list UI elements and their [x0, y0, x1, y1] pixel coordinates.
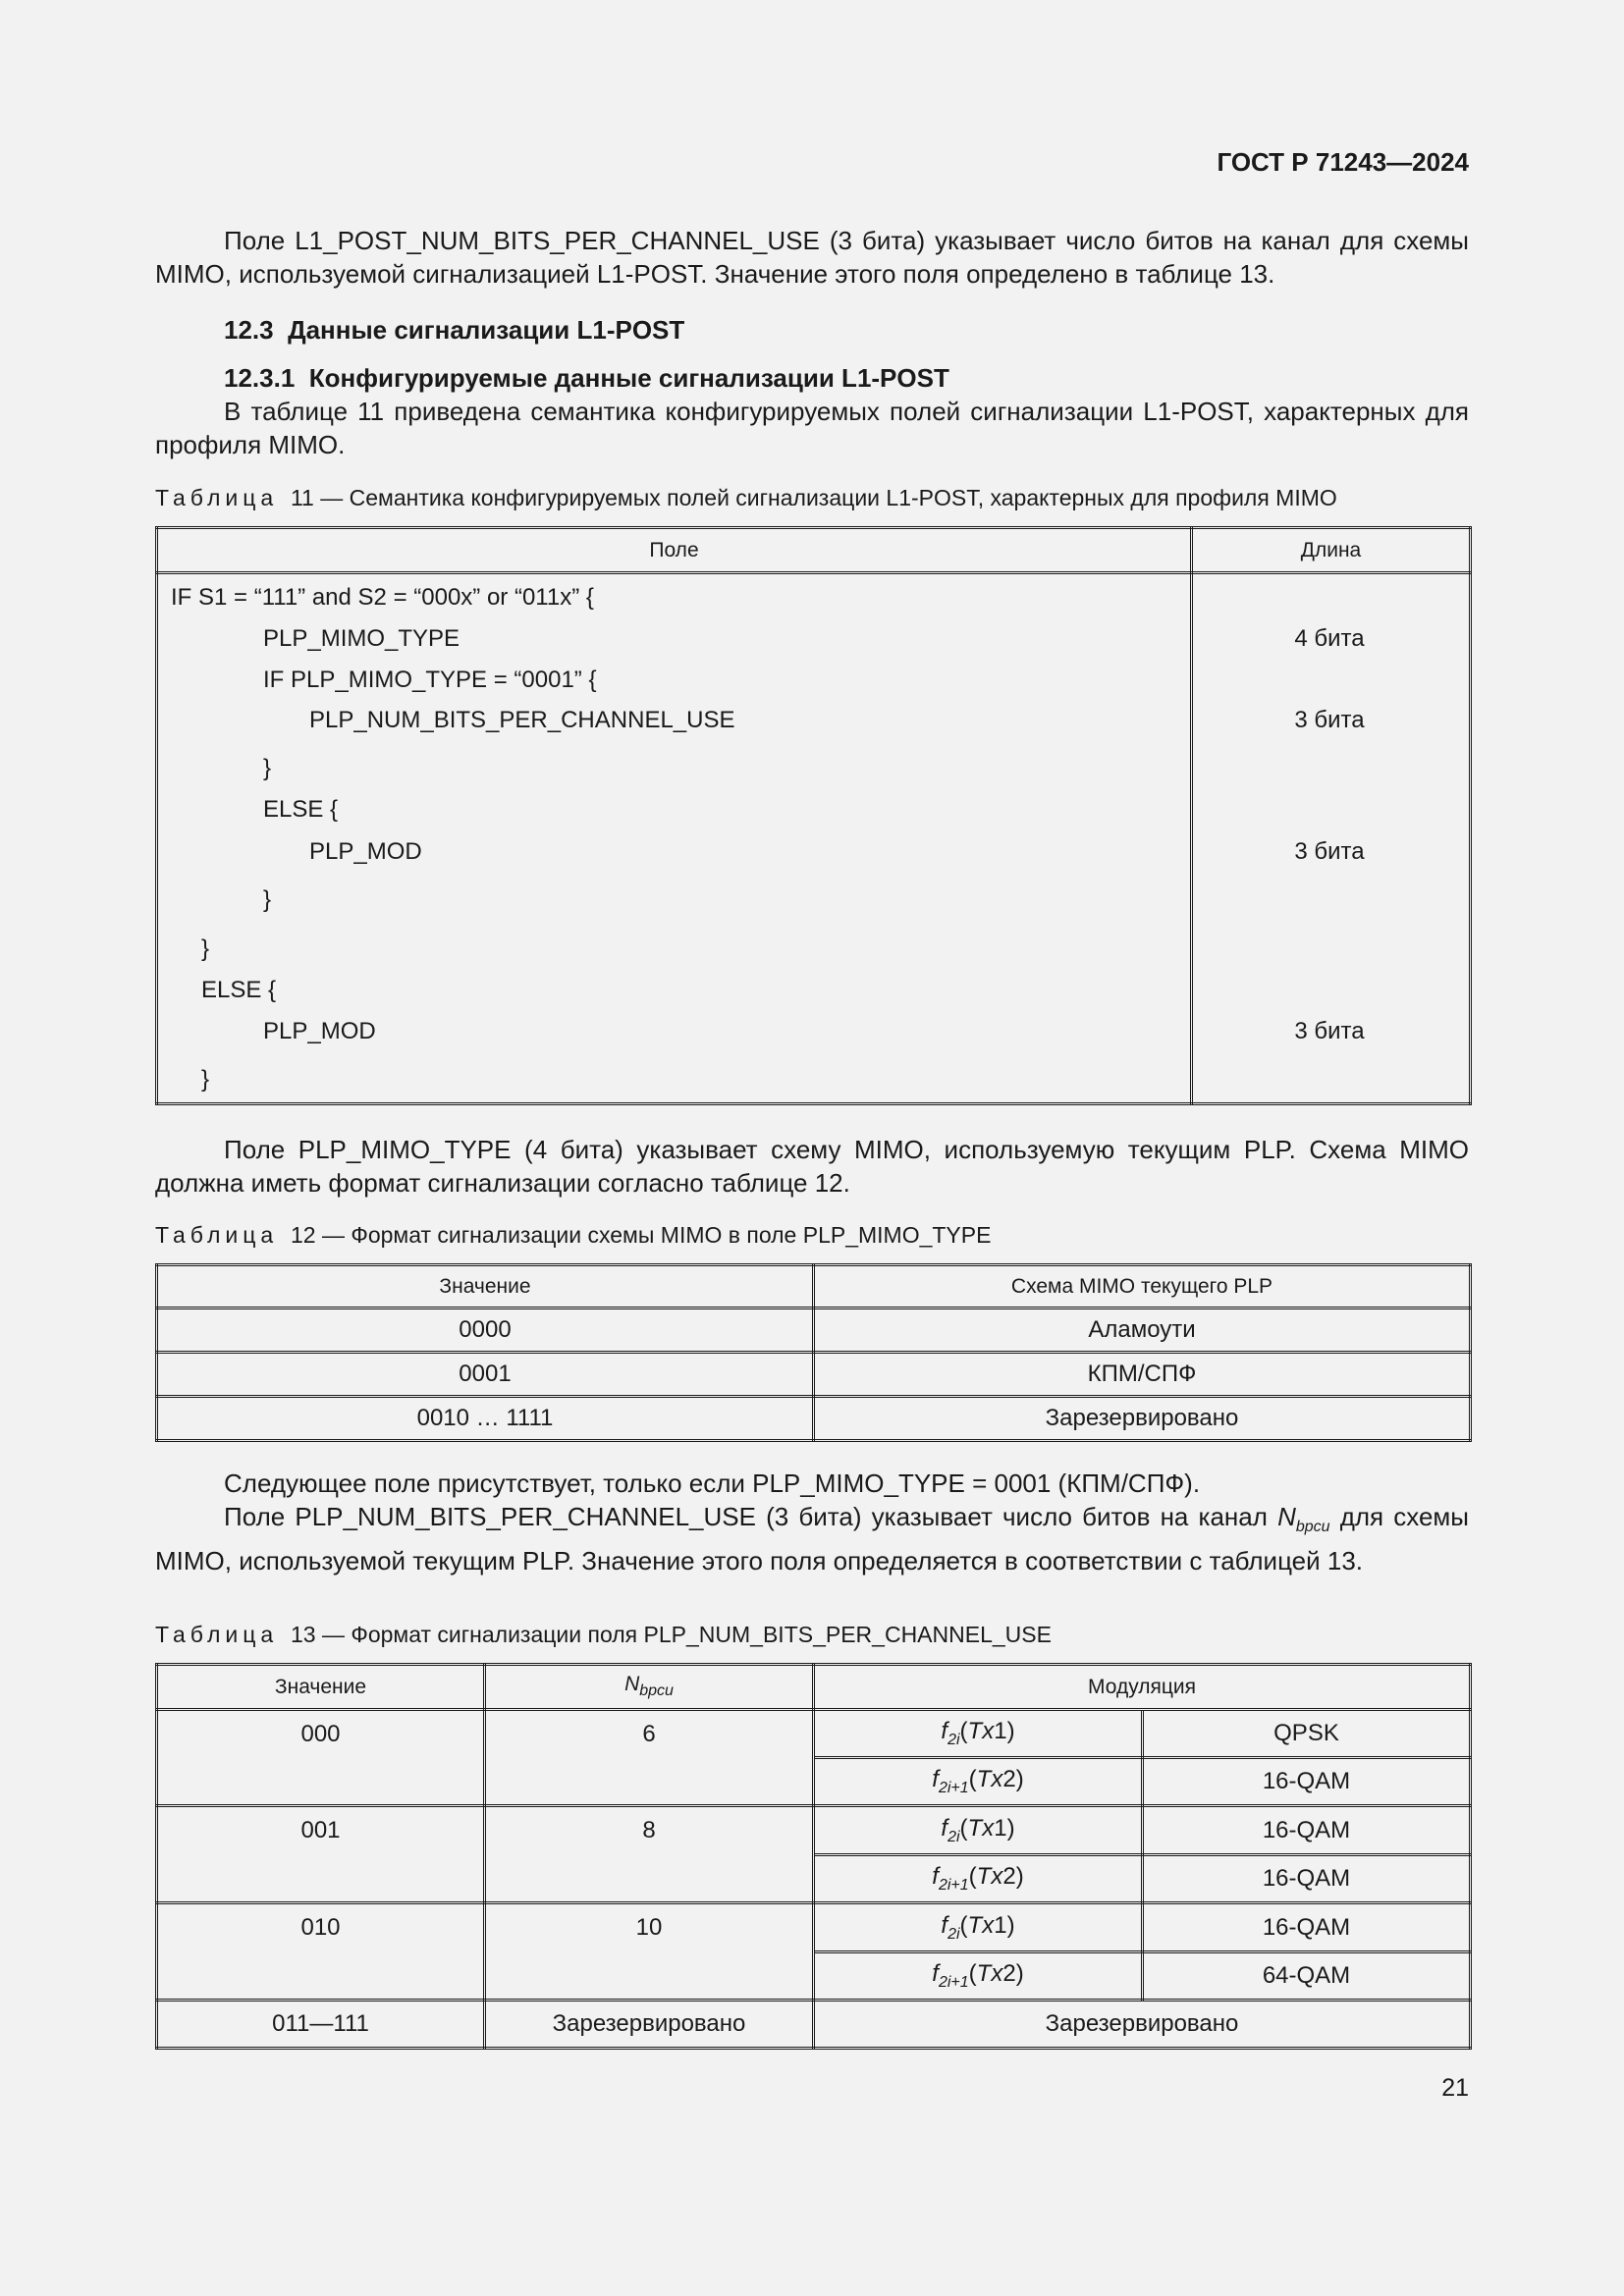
- value-cell: 000: [157, 1710, 485, 1806]
- code-line: PLP_NUM_BITS_PER_CHANNEL_USE: [309, 707, 735, 733]
- code-line: ELSE {: [201, 977, 277, 1003]
- function-cell: $f_{2i+1}(Tx2)$: [814, 1952, 1143, 2001]
- mimo-type-paragraph: Поле PLP_MIMO_TYPE (4 бита) указывает схему MIMO, используемую текущим PLP. Схема MIMO должна иметь формат сигнализации согласно таблице 12.: [155, 1135, 1469, 1198]
- f-symbol: f: [932, 1766, 939, 1793]
- length-value: 3 бита: [1294, 838, 1365, 865]
- table-cell: Зарезервировано: [814, 1397, 1471, 1441]
- function-cell: $f_{2i+1}(Tx2)$: [814, 1758, 1143, 1806]
- code-line: PLP_MOD: [309, 838, 422, 865]
- table-cell: КПМ/СПФ: [814, 1353, 1471, 1397]
- f-symbol: f: [941, 1911, 948, 1939]
- tx-number: 1: [994, 1718, 1007, 1745]
- f-symbol: f: [932, 1863, 939, 1891]
- modulation-cell: 64-QAM: [1143, 1952, 1471, 2001]
- column-header-field: Поле: [157, 528, 1192, 573]
- f-symbol: f: [941, 1814, 948, 1842]
- section-heading-12-3: [224, 315, 684, 346]
- nbpcu-cell: Зарезервировано: [485, 2001, 814, 2049]
- column-header-value: Значение: [157, 1265, 814, 1308]
- f-subscript: 2i: [947, 1925, 960, 1943]
- column-header-modulation: Модуляция: [814, 1665, 1471, 1710]
- tx-number: 2: [1002, 1960, 1016, 1988]
- f-symbol: f: [932, 1960, 939, 1988]
- nbpcu-cell: 8: [485, 1806, 814, 1903]
- section-number: 12.3.1: [224, 363, 296, 393]
- tx-number: 1: [994, 1814, 1007, 1842]
- column-header-length: Длина: [1192, 528, 1471, 573]
- caption-word: Таблица: [155, 1622, 279, 1647]
- function-cell: $f_{2i}(Tx1)$: [814, 1903, 1143, 1952]
- tx-symbol: Tx: [976, 1960, 1003, 1988]
- n-subscript: bpcu: [1295, 1519, 1330, 1536]
- tx-number: 2: [1002, 1863, 1016, 1891]
- code-line: }: [201, 935, 210, 962]
- f-subscript: 2i: [947, 1731, 960, 1748]
- function-cell: $f_{2i}(Tx1)$: [814, 1710, 1143, 1758]
- n-subscript: bpcu: [639, 1682, 674, 1700]
- tx-symbol: Tx: [967, 1911, 995, 1939]
- modulation-cell: Зарезервировано: [814, 2001, 1471, 2049]
- length-value: 3 бита: [1294, 1018, 1365, 1044]
- modulation-cell: 16-QAM: [1143, 1758, 1471, 1806]
- n-symbol: N: [624, 1673, 640, 1696]
- caption-text: 13 — Формат сигнализации поля PLP_NUM_BITS_PER_CHANNEL_USE: [290, 1622, 1052, 1647]
- f-subscript: 2i+1: [938, 1876, 969, 1894]
- tx-symbol: Tx: [967, 1814, 995, 1842]
- tx-symbol: Tx: [976, 1766, 1003, 1793]
- code-line: }: [201, 1066, 210, 1093]
- text-run: для схемы MIMO, используемой текущим PLP. Значение этого поля определяется в соответствии с таблицей 13.: [155, 1502, 1469, 1576]
- f-symbol: f: [941, 1718, 948, 1745]
- table-cell: Аламоути: [814, 1308, 1471, 1353]
- following-field-paragraph: Следующее поле присутствует, только если PLP_MIMO_TYPE = 0001 (КПМ/СПФ).: [224, 1468, 1201, 1498]
- text-run: Поле PLP_NUM_BITS_PER_CHANNEL_USE (3 бита) указывает число битов на канал: [224, 1502, 1278, 1531]
- num-bits-paragraph: [155, 1500, 1469, 1577]
- nbpcu-cell: 10: [485, 1903, 814, 2001]
- table-12: [155, 1263, 1472, 1442]
- page-number: 21: [1441, 2074, 1469, 2102]
- code-line: IF S1 = “111” and S2 = “000x” or “011x” {: [171, 584, 594, 611]
- section-heading-12-3-1: [224, 363, 949, 394]
- tx-number: 2: [1002, 1766, 1016, 1793]
- section-12-3-1-text: В таблице 11 приведена семантика конфигурируемых полей сигнализации L1-POST, характерных для профиля MIMO.: [155, 397, 1469, 459]
- caption-word: Таблица: [155, 485, 279, 510]
- table-cell: 0001: [157, 1353, 814, 1397]
- modulation-cell: 16-QAM: [1143, 1855, 1471, 1903]
- table-cell: 0010 … 1111: [157, 1397, 814, 1441]
- table12-caption: [155, 1222, 991, 1249]
- modulation-cell: QPSK: [1143, 1710, 1471, 1758]
- column-header-scheme: Схема MIMO текущего PLP: [814, 1265, 1471, 1308]
- code-line: }: [263, 755, 272, 781]
- section-title: Данные сигнализации L1-POST: [288, 315, 685, 345]
- tx-symbol: Tx: [976, 1863, 1003, 1891]
- tx-symbol: Tx: [967, 1718, 995, 1745]
- column-header-value: Значение: [157, 1665, 485, 1710]
- f-subscript: 2i+1: [938, 1973, 969, 1991]
- n-symbol: N: [1277, 1502, 1296, 1531]
- table-cell: 0000: [157, 1308, 814, 1353]
- table-13: [155, 1663, 1472, 2050]
- caption-word: Таблица: [155, 1222, 279, 1248]
- f-subscript: 2i+1: [938, 1779, 969, 1796]
- table13-caption: [155, 1622, 1052, 1648]
- section-number: 12.3: [224, 315, 274, 345]
- function-cell: $f_{2i}(Tx1)$: [814, 1806, 1143, 1855]
- code-line: ELSE {: [263, 796, 339, 823]
- intro-paragraph: Поле L1_POST_NUM_BITS_PER_CHANNEL_USE (3 бита) указывает число битов на канал для схемы MIMO, используемой сигнализацией L1-POST. Значение этого поля определено в таблице 13.: [155, 226, 1469, 289]
- modulation-cell: 16-QAM: [1143, 1903, 1471, 1952]
- code-line: PLP_MIMO_TYPE: [263, 625, 460, 652]
- table11-caption: [155, 485, 1337, 511]
- value-cell: 010: [157, 1903, 485, 2001]
- length-value: 3 бита: [1294, 707, 1365, 733]
- f-subscript: 2i: [947, 1828, 960, 1845]
- nbpcu-cell: 6: [485, 1710, 814, 1806]
- code-line: }: [263, 886, 272, 913]
- length-value: 4 бита: [1294, 625, 1365, 652]
- document-number: ГОСТ Р 71243—2024: [1217, 147, 1469, 177]
- caption-text: 12 — Формат сигнализации схемы MIMO в поле PLP_MIMO_TYPE: [290, 1222, 992, 1248]
- column-header-nbpcu: [485, 1665, 814, 1710]
- caption-text: 11 — Семантика конфигурируемых полей сигнализации L1-POST, характерных для профиля MIMO: [290, 485, 1337, 510]
- value-cell: 011—111: [157, 2001, 485, 2049]
- code-line: IF PLP_MIMO_TYPE = “0001” {: [263, 667, 597, 693]
- section-title: Конфигурируемые данные сигнализации L1-POST: [308, 363, 949, 393]
- value-cell: 001: [157, 1806, 485, 1903]
- function-cell: $f_{2i+1}(Tx2)$: [814, 1855, 1143, 1903]
- tx-number: 1: [994, 1911, 1007, 1939]
- code-line: PLP_MOD: [263, 1018, 376, 1044]
- modulation-cell: 16-QAM: [1143, 1806, 1471, 1855]
